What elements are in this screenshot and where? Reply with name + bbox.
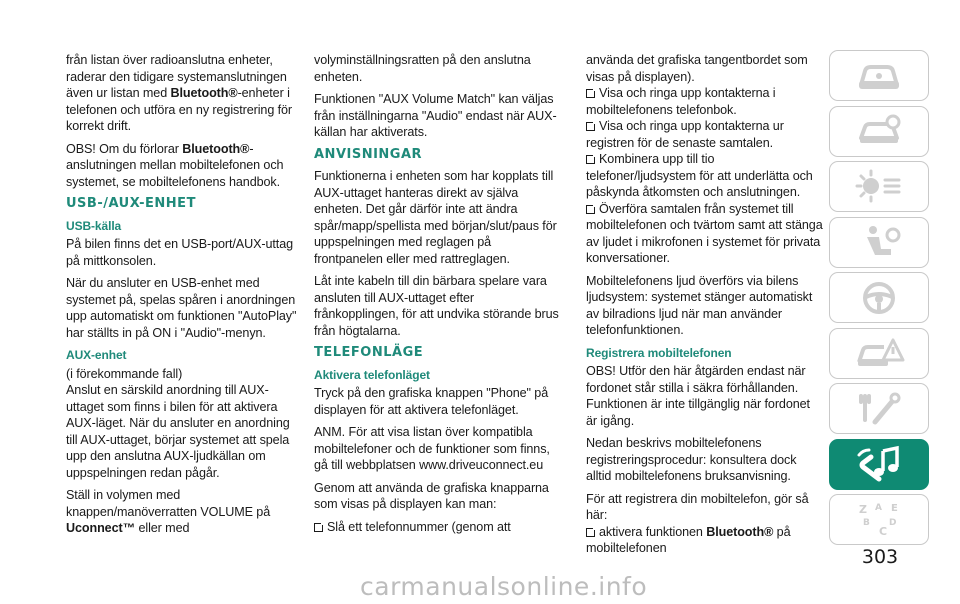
steering-wheel-icon xyxy=(853,279,905,317)
multimedia-icon xyxy=(853,445,905,483)
paragraph: Ställ in volymen med knappen/manöverratten VOLUME på Uconnect™ eller med xyxy=(66,488,271,535)
subheading-usb-source: USB-källa xyxy=(66,218,122,233)
section-heading-phone-mode: TELEFONLÄGE xyxy=(314,345,424,360)
tools-icon xyxy=(853,390,905,428)
section-heading-usb: USB-/AUX-ENHET xyxy=(66,196,196,211)
tab-safety[interactable] xyxy=(829,217,929,268)
index-letter: D xyxy=(889,517,897,528)
section-heading-instructions: ANVISNINGAR xyxy=(314,146,423,162)
paragraph: Genom att använda de grafiska knapparna som visas på displayen kan man: xyxy=(314,480,549,511)
paragraph: OBS! Om du förlorar Bluetooth®-anslutningen mellan mobiltelefonen och systemet, se mobiltelefonens handbok. xyxy=(66,141,284,189)
text-column-2 xyxy=(314,52,560,541)
paragraph: Funktionen "AUX Volume Match" kan väljas från inställningarna "Audio" endast när AUX-källan har aktiverats. xyxy=(314,92,557,139)
tab-lights[interactable] xyxy=(829,161,929,212)
paragraph: Tryck på den grafiska knappen "Phone" på displayen för att aktivera telefonläget. xyxy=(314,386,549,417)
tab-index[interactable] xyxy=(829,494,929,545)
index-icon xyxy=(853,501,905,539)
bullet-square-icon xyxy=(586,528,595,537)
index-letter: C xyxy=(879,524,888,538)
bullet-item: Kombinera upp till tio telefoner/ljudsystem för att underlätta och påskynda åtkomsten och anslutningen. xyxy=(586,152,813,199)
tab-multimedia[interactable] xyxy=(829,439,929,490)
tab-car-info[interactable] xyxy=(829,106,929,157)
paragraph: från listan över radioanslutna enheter, raderar den tidigare systemanslutningen även ur listan med Bluetooth®-enheter i telefonen och utföra en ny registrering för korrekt drift. xyxy=(66,53,293,133)
bullet-square-icon xyxy=(586,122,595,131)
bullet-item: Visa och ringa upp kontakterna ur registren för de senaste samtalen. xyxy=(586,119,784,150)
subheading-register-phone: Registrera mobiltelefonen xyxy=(586,345,732,360)
car-dashboard-icon xyxy=(853,57,905,95)
paragraph: Nedan beskrivs mobiltelefonens registreringsprocedur: konsultera dock alltid mobiltelefonens bruksanvisning. xyxy=(586,436,797,483)
bullet-item: aktivera funktionen Bluetooth® på mobiltelefonen xyxy=(586,524,791,555)
paragraph: (i förekommande fall) xyxy=(66,366,183,381)
tab-dashboard[interactable] xyxy=(829,50,929,101)
paragraph: När du ansluter en USB-enhet med systemet på, spelas spåren i anordningen upp automatiskt om funktionen "AutoPlay" har ställts in på ON i "Audio"-menyn. xyxy=(66,276,297,340)
index-letter: E xyxy=(891,502,898,514)
tab-maintenance[interactable] xyxy=(829,383,929,434)
seat-safety-icon xyxy=(853,223,905,261)
bullet-item: Slå ett telefonnummer (genom att xyxy=(314,519,560,536)
bullet-item: Överföra samtalen från systemet till mobiltelefonen och tvärtom samt att stänga av ljudet i mikrofonen i systemet för privata konversationer. xyxy=(586,201,823,265)
paragraph: För att registrera din mobiltelefon, gör så här: xyxy=(586,491,809,522)
watermark: carmanualsonline.info xyxy=(360,572,648,601)
paragraph: Låt inte kabeln till din bärbara spelare vara ansluten till AUX-uttaget efter frånkopplingen, för att undvika störande brus från högtalarna. xyxy=(314,274,559,338)
subheading-activate-phone: Aktivera telefonläget xyxy=(314,367,430,382)
page-number: 303 xyxy=(861,546,899,568)
text-column-3 xyxy=(586,52,824,563)
car-warning-icon xyxy=(853,334,905,372)
paragraph: volyminställningsratten på den anslutna enheten. xyxy=(314,53,531,84)
text-column-1 xyxy=(66,52,298,543)
tab-driving[interactable] xyxy=(829,272,929,323)
paragraph: Mobiltelefonens ljud överförs via bilens ljudsystem: systemet stänger automatiskt av bilradions ljud när man använder telefonfunktionen. xyxy=(586,273,813,337)
bullet-square-icon xyxy=(586,89,595,98)
bullet-square-icon xyxy=(586,205,595,214)
paragraph: använda det grafiska tangentbordet som visas på displayen). xyxy=(586,53,808,84)
paragraph: Funktionerna i enheten som har kopplats till AUX-uttaget hanteras direkt av själva enheten. Det går därför inte att ändra spår/mapp/spellista med början/slut/paus för uppspelningen med reglagen på frontpanelen eller med rattreglagen. xyxy=(314,169,557,266)
index-letter: A xyxy=(875,502,882,513)
paragraph: Anslut en särskild anordning till AUX-uttaget som finns i bilen för att aktivera AUX-läget. När du ansluter en anordning till AUX-uttaget, börjar systemet att spela upp den anslutna AUX-ljudkällan om uppspelningen redan pågår. xyxy=(66,383,290,480)
tab-emergency[interactable] xyxy=(829,328,929,379)
car-info-icon xyxy=(853,112,905,150)
paragraph: OBS! Utför den här åtgärden endast när fordonet står stilla i säkra förhållanden. Funktionen är inte tillgänglig när fordonet är igång. xyxy=(586,364,810,428)
lights-icon xyxy=(853,168,905,206)
paragraph: ANM. För att visa listan över kompatibla mobiltelefoner och de funktioner som finns, gå till webbplatsen www.driveuconnect.eu xyxy=(314,425,550,472)
bullet-item: Visa och ringa upp kontakterna i mobiltelefonens telefonbok. xyxy=(586,86,776,117)
index-letter: B xyxy=(863,517,870,528)
subheading-aux-device: AUX-enhet xyxy=(66,348,127,362)
bullet-square-icon xyxy=(314,523,323,532)
index-letter: Z xyxy=(859,502,867,516)
bullet-square-icon xyxy=(586,155,595,164)
paragraph: På bilen finns det en USB-port/AUX-uttag på mittkonsolen. xyxy=(66,237,294,268)
chapter-tabs xyxy=(829,50,929,550)
